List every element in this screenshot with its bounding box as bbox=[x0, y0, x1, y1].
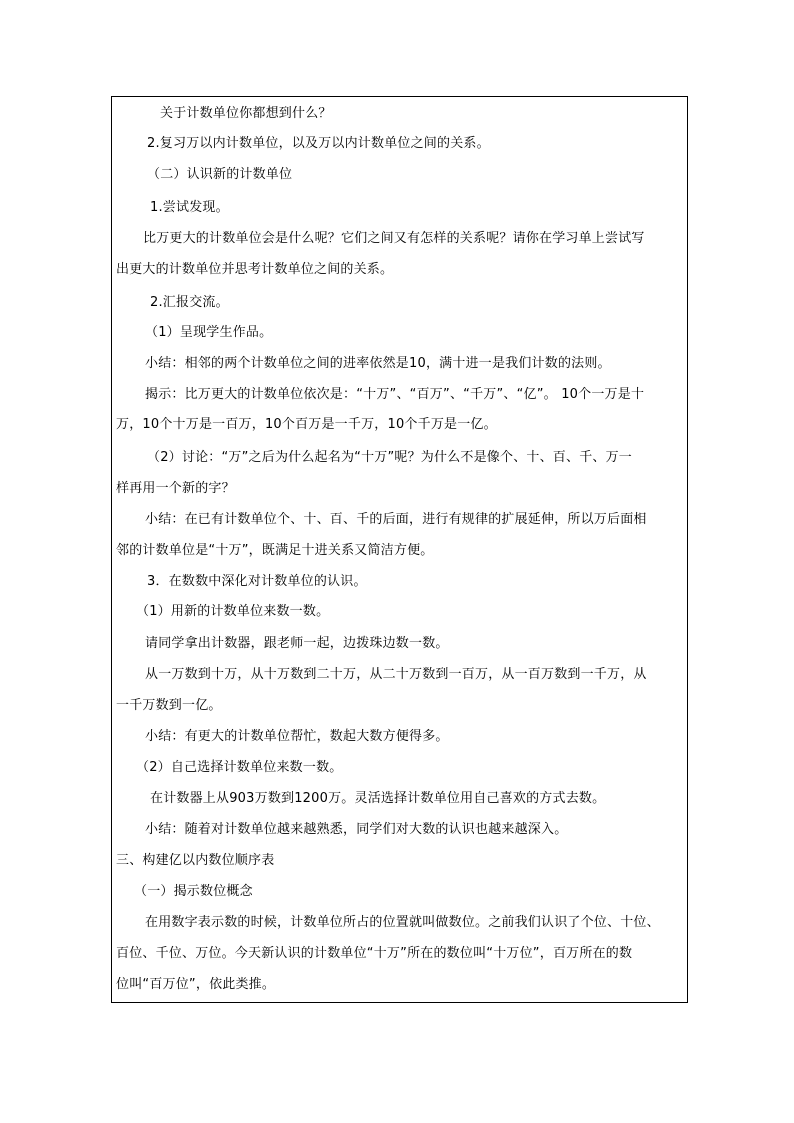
text-line-content: 位叫“百万位”，依此类推。 bbox=[116, 977, 276, 992]
text-line-content: 小结：有更大的计数单位帮忙，数起大数方便得多。 bbox=[145, 729, 449, 744]
text-line-content: 小结：随着对计数单位越来越熟悉，同学们对大数的认识也越来越深入。 bbox=[145, 822, 568, 837]
text-line-content: 三、构建亿以内数位顺序表 bbox=[116, 853, 275, 868]
text-line-content: 小结：相邻的两个计数单位之间的进率依然是10，满十进一是我们计数的法则。 bbox=[145, 356, 611, 371]
text-line-content: （1）用新的计数单位来数一数。 bbox=[136, 604, 330, 619]
text-line-content: 2.复习万以内计数单位，以及万以内计数单位之间的关系。 bbox=[147, 136, 490, 151]
text-line-content: 邻的计数单位是“十万”，既满足十进关系又简洁方便。 bbox=[116, 543, 434, 558]
document-table-cell bbox=[111, 96, 688, 1003]
text-line-content: （一）揭示数位概念 bbox=[134, 884, 253, 899]
text-line-content: 请同学拿出计数器，跟老师一起，边拨珠边数一数。 bbox=[145, 636, 449, 651]
text-line-content: 在计数器上从903万数到1200万。灵活选择计数单位用自己喜欢的方式去数。 bbox=[150, 791, 606, 806]
text-line-content: 万，10个十万是一百万，10个百万是一千万，10个千万是一亿。 bbox=[116, 417, 497, 432]
text-line-content: （二）认识新的计数单位 bbox=[147, 167, 293, 182]
text-line-content: 在用数字表示数的时候，计数单位所占的位置就叫做数位。之前我们认识了个位、十位、 bbox=[145, 915, 660, 930]
text-line-content: （2）讨论：“万”之后为什么起名为“十万”呢？为什么不是像个、十、百、千、万一 bbox=[147, 450, 633, 465]
text-line-content: 从一万数到十万，从十万数到二十万，从二十万数到一百万，从一百万数到一千万，从 bbox=[145, 667, 647, 682]
text-line-content: 1.尝试发现。 bbox=[150, 200, 229, 215]
text-line-content: 百位、千位、万位。今天新认识的计数单位“十万”所在的数位叫“十万位”，百万所在的数 bbox=[116, 946, 633, 961]
text-line-content: 2.汇报交流。 bbox=[150, 295, 229, 310]
text-line-content: 关于计数单位你都想到什么？ bbox=[160, 106, 332, 121]
text-line-content: （2）自己选择计数单位来数一数。 bbox=[136, 760, 343, 775]
text-line-content: 揭示：比万更大的计数单位依次是：“十万”、“百万”、“千万”、“亿”。 10个一万是十 bbox=[145, 387, 645, 402]
text-line-content: 一千万数到一亿。 bbox=[116, 698, 222, 713]
text-line-content: 比万更大的计数单位会是什么呢？它们之间又有怎样的关系呢？请你在学习单上尝试写 bbox=[143, 231, 645, 246]
text-line-content: （1）呈现学生作品。 bbox=[145, 325, 273, 340]
text-line-content: 样再用一个新的字？ bbox=[116, 481, 235, 496]
text-line-content: 小结：在已有计数单位个、十、百、千的后面，进行有规律的扩展延伸，所以万后面相 bbox=[145, 512, 647, 527]
text-line-content: 3．在数数中深化对计数单位的认识。 bbox=[147, 574, 367, 589]
text-line-content: 出更大的计数单位并思考计数单位之间的关系。 bbox=[116, 262, 394, 277]
